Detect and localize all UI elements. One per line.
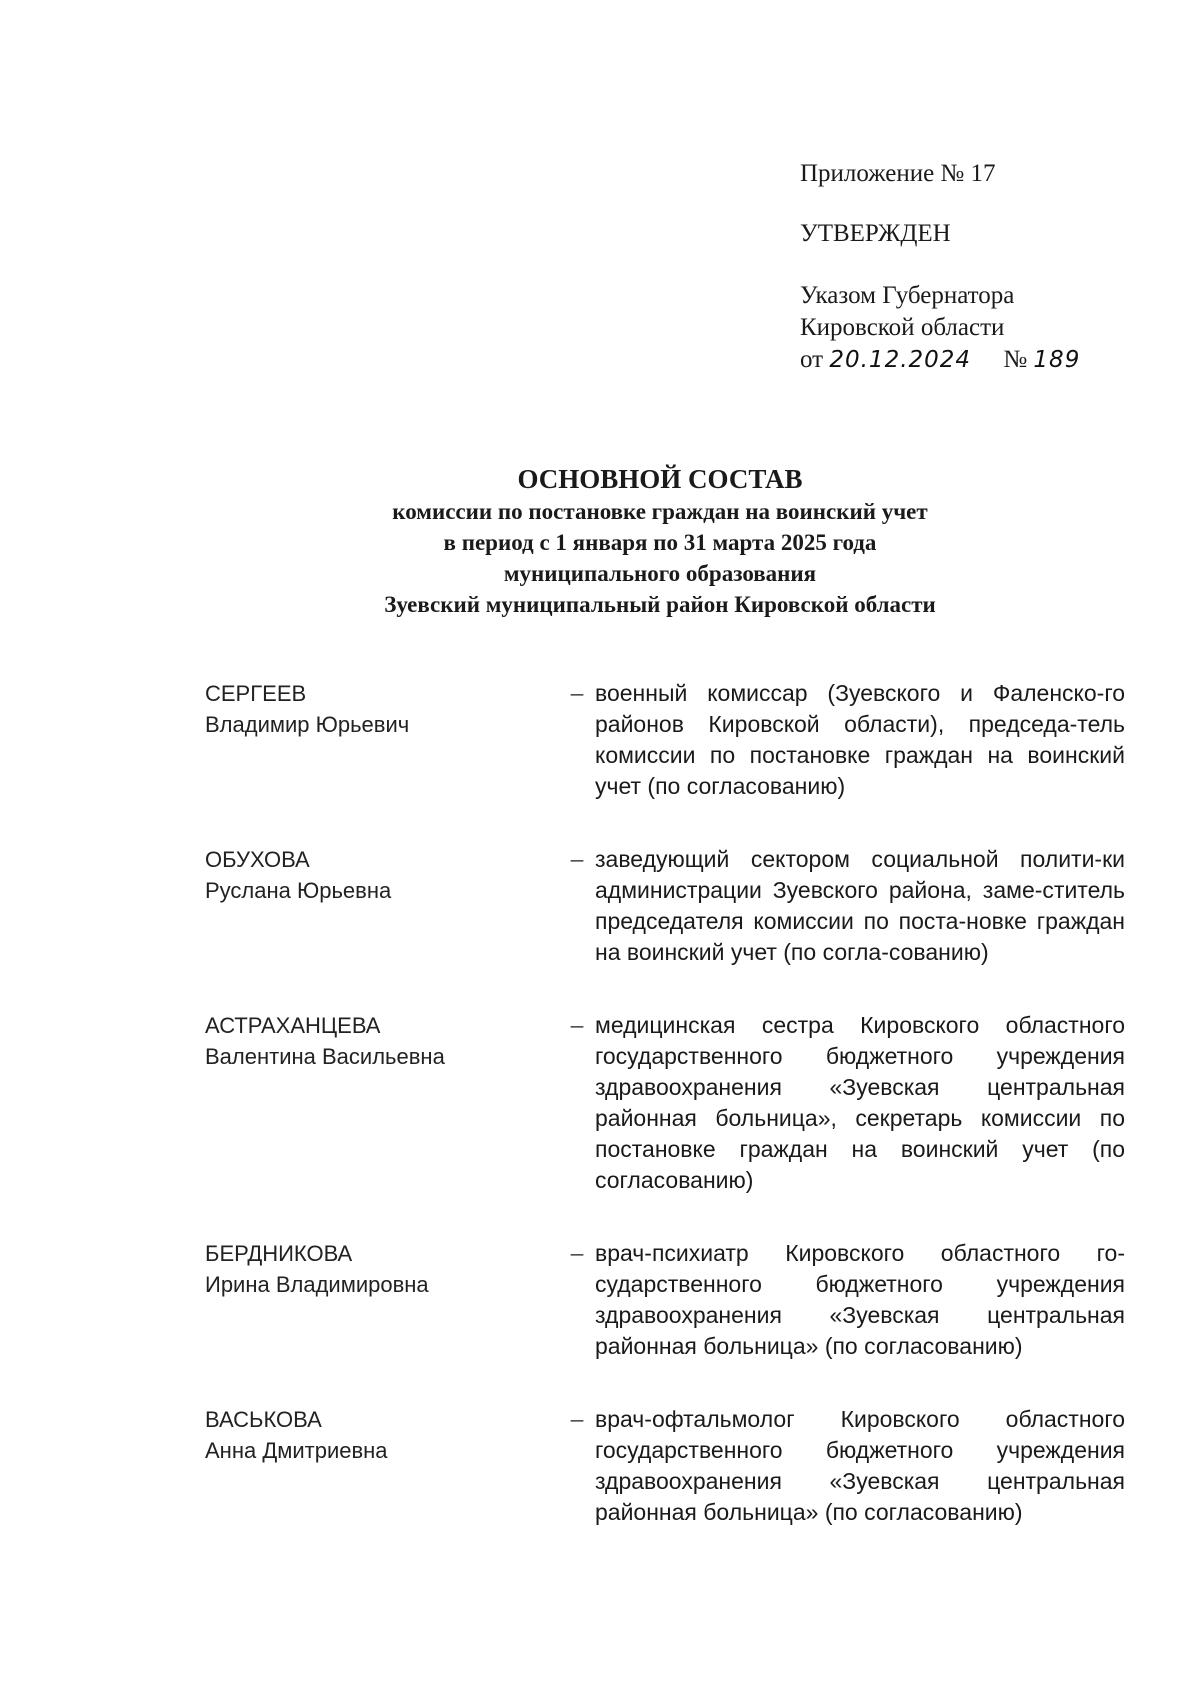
approval-authority-line1: Указом Губернатора <box>800 282 1015 309</box>
member-role: военный комиссар (Зуевского и Фаленско-го районов Кировской области), председа-тель комиссии по постановке граждан на воинский учет (по согласованию) <box>595 680 1125 799</box>
title-line: Зуевский муниципальный район Кировской области <box>384 592 936 617</box>
dash-separator: – <box>570 1406 584 1433</box>
member-surname: ВАСЬКОВА <box>205 1407 322 1432</box>
member-entry <box>205 678 1125 802</box>
annex-number: Приложение № 17 <box>800 160 996 187</box>
member-name <box>205 1010 555 1072</box>
member-role: врач-офтальмолог Кировского областного государственного бюджетного учреждения здравоохранения «Зуевская центральная районная больница» (по согласованию) <box>595 1406 1125 1525</box>
dash-separator: – <box>570 1012 584 1039</box>
member-given-name: Ирина Владимировна <box>205 1272 429 1297</box>
member-entry <box>205 1010 1125 1196</box>
number-prefix: № <box>1003 346 1028 373</box>
document-title: ОСНОВНОЙ СОСТАВ <box>517 464 803 494</box>
member-role: заведующий сектором социальной полити-ки администрации Зуевского района, заме-ститель председателя комиссии по поста-новке граждан на воинский учет (по согла-сованию) <box>595 846 1125 965</box>
dash-separator: – <box>570 846 584 873</box>
handwritten-date: 20.12.2024 <box>829 347 972 373</box>
document-title-block <box>200 462 1120 620</box>
dash-separator: – <box>570 680 584 707</box>
member-name <box>205 1238 555 1300</box>
date-prefix: от <box>800 346 824 373</box>
member-surname: АСТРАХАНЦЕВА <box>205 1013 381 1038</box>
members-list <box>205 678 1125 1528</box>
approval-block <box>800 158 1160 376</box>
member-given-name: Руслана Юрьевна <box>205 878 392 903</box>
member-name <box>205 1404 555 1466</box>
member-entry <box>205 1404 1125 1528</box>
member-entry <box>205 844 1125 968</box>
member-given-name: Анна Дмитриевна <box>205 1438 388 1463</box>
approved-label: УТВЕРЖДЕН <box>800 220 951 247</box>
dash-separator: – <box>570 1240 584 1267</box>
approval-date-line <box>800 344 1160 376</box>
handwritten-number: 189 <box>1033 347 1081 373</box>
member-surname: ОБУХОВА <box>205 847 310 872</box>
member-entry <box>205 1238 1125 1362</box>
member-given-name: Валентина Васильевна <box>205 1044 445 1069</box>
title-line: в период с 1 января по 31 марта 2025 года <box>443 530 877 555</box>
title-line: комиссии по постановке граждан на воинский учет <box>392 499 928 524</box>
member-surname: СЕРГЕЕВ <box>205 681 307 706</box>
title-line: муниципального образования <box>503 561 817 586</box>
approval-authority-line2: Кировской области <box>800 314 1005 341</box>
member-given-name: Владимир Юрьевич <box>205 712 410 737</box>
member-name <box>205 844 555 906</box>
member-role: врач-психиатр Кировского областного го-сударственного бюджетного учреждения здравоохранения «Зуевская центральная районная больница» (по согласованию) <box>595 1240 1125 1359</box>
member-role: медицинская сестра Кировского областного государственного бюджетного учреждения здравоохранения «Зуевская центральная районная больница», секретарь комиссии по постановке граждан на воинский учет (по согласованию) <box>595 1012 1125 1193</box>
member-surname: БЕРДНИКОВА <box>205 1241 353 1266</box>
member-name <box>205 678 555 740</box>
